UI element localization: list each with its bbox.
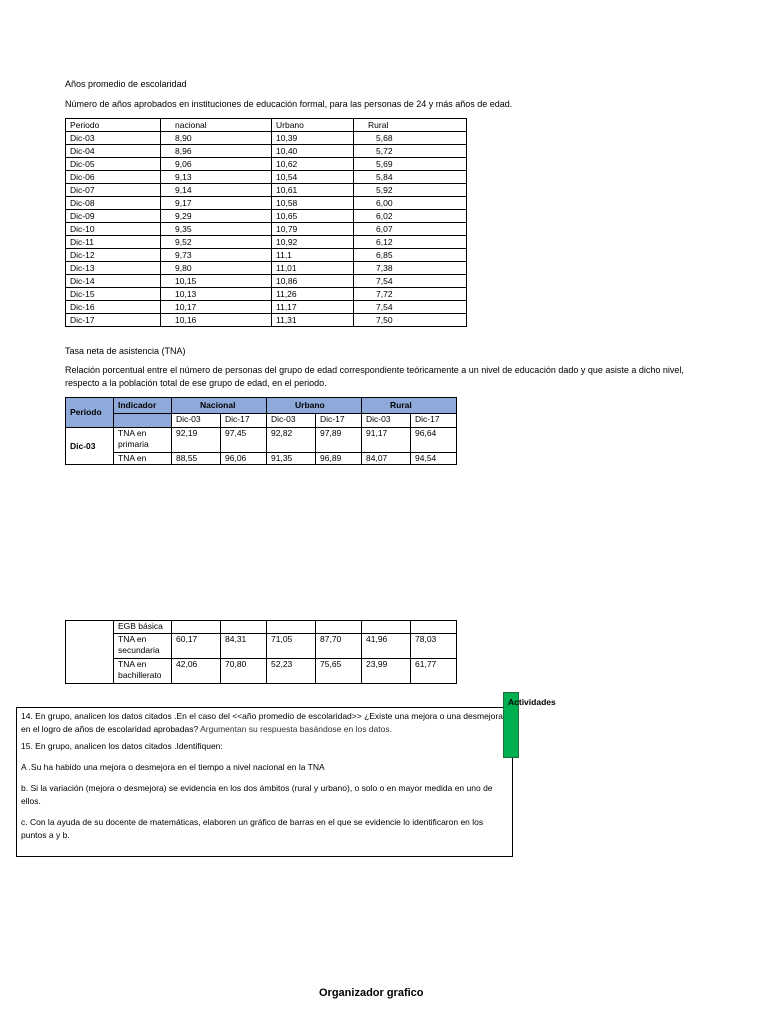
table-row	[66, 184, 467, 197]
value-cell: 9,35	[161, 223, 272, 236]
value-cell: 9,73	[161, 249, 272, 262]
value-cell: 10,16	[161, 314, 272, 327]
value-cell: 6,12	[354, 236, 467, 249]
table-row	[66, 314, 467, 327]
value-cell: 60,17	[172, 634, 221, 659]
value-cell: 10,17	[161, 301, 272, 314]
header-periodo: Periodo	[66, 119, 161, 132]
value-cell: 10,61	[272, 184, 354, 197]
value-cell: 10,92	[272, 236, 354, 249]
value-cell: 9,06	[161, 158, 272, 171]
section1-description: Número de años aprobados en instituciones de educación formal, para las personas de 24 y más años de edad.	[65, 99, 513, 109]
indicator-cell: EGB básica	[114, 621, 172, 634]
value-cell: 91,35	[267, 453, 316, 465]
value-cell-empty	[411, 621, 457, 634]
value-cell: 10,62	[272, 158, 354, 171]
value-cell: 97,89	[316, 428, 362, 453]
period-cell: Dic-06	[66, 171, 161, 184]
period-cell: Dic-07	[66, 184, 161, 197]
section1-title: Años promedio de escolaridad	[65, 79, 187, 89]
value-cell: 96,89	[316, 453, 362, 465]
value-cell: 7,38	[354, 262, 467, 275]
value-cell: 6,85	[354, 249, 467, 262]
value-cell: 10,13	[161, 288, 272, 301]
header-urbano: Urbano	[272, 119, 354, 132]
period-cell: Dic-16	[66, 301, 161, 314]
value-cell: 71,05	[267, 634, 316, 659]
table-row	[66, 158, 467, 171]
question-15a: A .Su ha habido una mejora o desmejora en el tiempo a nivel nacional en la TNA	[21, 762, 325, 772]
table-row	[66, 145, 467, 158]
subheader-cell: Dic-03	[267, 414, 316, 428]
value-cell: 10,39	[272, 132, 354, 145]
value-cell: 7,54	[354, 301, 467, 314]
table-row	[66, 288, 467, 301]
table-row	[66, 249, 467, 262]
period-cell: Dic-10	[66, 223, 161, 236]
value-cell: 11,31	[272, 314, 354, 327]
value-cell: 9,29	[161, 210, 272, 223]
value-cell: 5,84	[354, 171, 467, 184]
indicator-cell: TNA en	[114, 453, 172, 465]
value-cell: 9,80	[161, 262, 272, 275]
table-header-row	[66, 119, 467, 132]
subheader-cell: Dic-03	[172, 414, 221, 428]
value-cell: 6,02	[354, 210, 467, 223]
question-15: 15. En grupo, analicen los datos citados .Identifiquen:	[21, 741, 223, 751]
tna-table-continued	[65, 620, 457, 684]
value-cell: 91,17	[362, 428, 411, 453]
table-row	[66, 659, 457, 684]
value-cell: 70,80	[221, 659, 267, 684]
indicator-cell: TNA en primaria	[114, 428, 172, 453]
value-cell: 41,96	[362, 634, 411, 659]
period-cell: Dic-17	[66, 314, 161, 327]
period-cell: Dic-11	[66, 236, 161, 249]
value-cell: 9,52	[161, 236, 272, 249]
activities-box	[16, 707, 513, 857]
period-cell: Dic-12	[66, 249, 161, 262]
value-cell: 11,26	[272, 288, 354, 301]
value-cell: 10,54	[272, 171, 354, 184]
period-cell: Dic-13	[66, 262, 161, 275]
value-cell: 78,03	[411, 634, 457, 659]
value-cell: 75,65	[316, 659, 362, 684]
period-cell-empty	[66, 621, 114, 684]
table-row	[66, 301, 467, 314]
value-cell: 11,17	[272, 301, 354, 314]
value-cell: 9,17	[161, 197, 272, 210]
period-cell: Dic-15	[66, 288, 161, 301]
value-cell: 96,06	[221, 453, 267, 465]
question-15b: b. Si la variación (mejora o desmejora) se evidencia en los dos ámbitos (rural y urbano), o solo o en mayor medida en uno de ellos.	[21, 783, 493, 806]
header-periodo: Periodo	[66, 398, 114, 428]
value-cell-empty	[267, 621, 316, 634]
value-cell: 97,45	[221, 428, 267, 453]
period-cell: Dic-14	[66, 275, 161, 288]
value-cell: 10,79	[272, 223, 354, 236]
subheader-cell: Dic-17	[316, 414, 362, 428]
value-cell-empty	[172, 621, 221, 634]
value-cell: 7,54	[354, 275, 467, 288]
indicator-cell: TNA en bachillerato	[114, 659, 172, 684]
value-cell: 10,58	[272, 197, 354, 210]
section2-description-line2: respecto a la población total de ese grupo de edad, en el periodo.	[65, 378, 327, 388]
value-cell: 84,31	[221, 634, 267, 659]
tna-table	[65, 397, 457, 465]
subheader-cell: Dic-17	[221, 414, 267, 428]
section2-title: Tasa neta de asistencia (TNA)	[65, 346, 186, 356]
table-row	[66, 171, 467, 184]
question-14	[21, 710, 508, 736]
value-cell: 10,40	[272, 145, 354, 158]
value-cell: 8,90	[161, 132, 272, 145]
value-cell: 52,23	[267, 659, 316, 684]
value-cell: 9,13	[161, 171, 272, 184]
value-cell: 61,77	[411, 659, 457, 684]
question-15c: c. Con la ayuda de su docente de matemáticas, elaboren un gráfico de barras en el que se evidencie lo identificaron en los puntos a y b.	[21, 817, 484, 840]
table-row	[66, 453, 457, 465]
period-cell: Dic-09	[66, 210, 161, 223]
table-row	[66, 621, 457, 634]
question-14-text: 14. En grupo, analicen los datos citados .En el caso del <<año promedio de escolaridad>> ¿Existe una mejora o una desmejora en el logro de años de escolaridad aprobadas?	[21, 711, 503, 734]
value-cell: 6,07	[354, 223, 467, 236]
value-cell: 94,54	[411, 453, 457, 465]
header-urbano: Urbano	[267, 398, 362, 414]
value-cell: 92,19	[172, 428, 221, 453]
table-row	[66, 223, 467, 236]
table-row	[66, 236, 467, 249]
period-cell: Dic-03	[66, 132, 161, 145]
header-rural: Rural	[362, 398, 457, 414]
value-cell: 8,96	[161, 145, 272, 158]
table-row	[66, 262, 467, 275]
question-14-continuation: Argumentan su respuesta basándose en los datos.	[198, 724, 392, 734]
period-cell: Dic-05	[66, 158, 161, 171]
value-cell-empty	[316, 621, 362, 634]
value-cell: 5,68	[354, 132, 467, 145]
section2-description-line1: Relación porcentual entre el número de personas del grupo de edad correspondiente teóricamente a un nivel de educación dado y que asiste a dicho nivel,	[65, 365, 684, 375]
subheader-cell: Dic-17	[411, 414, 457, 428]
value-cell: 11,01	[272, 262, 354, 275]
value-cell: 5,72	[354, 145, 467, 158]
value-cell: 87,70	[316, 634, 362, 659]
table-row	[66, 428, 457, 453]
schooling-years-table	[65, 118, 467, 327]
value-cell: 9,14	[161, 184, 272, 197]
value-cell: 6,00	[354, 197, 467, 210]
indicator-blank-cell	[114, 414, 172, 428]
header-nacional: nacional	[161, 119, 272, 132]
value-cell: 7,72	[354, 288, 467, 301]
indicator-cell: TNA en secundaria	[114, 634, 172, 659]
value-cell: 11,1	[272, 249, 354, 262]
value-cell: 84,07	[362, 453, 411, 465]
value-cell: 10,15	[161, 275, 272, 288]
header-indicador: Indicador	[114, 398, 172, 414]
header-rural: Rural	[354, 119, 467, 132]
value-cell: 92,82	[267, 428, 316, 453]
value-cell: 5,92	[354, 184, 467, 197]
value-cell-empty	[221, 621, 267, 634]
footer-title: Organizador grafico	[319, 987, 424, 999]
value-cell: 10,65	[272, 210, 354, 223]
period-cell: Dic-08	[66, 197, 161, 210]
table-row	[66, 132, 467, 145]
table-row	[66, 210, 467, 223]
table-row	[66, 197, 467, 210]
activities-label: Actividades	[508, 697, 556, 707]
table-row	[66, 634, 457, 659]
value-cell: 7,50	[354, 314, 467, 327]
subheader-cell: Dic-03	[362, 414, 411, 428]
tna-header-row	[66, 398, 457, 414]
value-cell: 88,55	[172, 453, 221, 465]
value-cell: 5,69	[354, 158, 467, 171]
table-row	[66, 275, 467, 288]
period-cell: Dic-03	[66, 428, 114, 465]
value-cell: 96,64	[411, 428, 457, 453]
value-cell: 42,06	[172, 659, 221, 684]
header-nacional: Nacional	[172, 398, 267, 414]
period-cell: Dic-04	[66, 145, 161, 158]
value-cell: 10,86	[272, 275, 354, 288]
tna-subheader-row	[66, 414, 457, 428]
value-cell-empty	[362, 621, 411, 634]
value-cell: 23,99	[362, 659, 411, 684]
